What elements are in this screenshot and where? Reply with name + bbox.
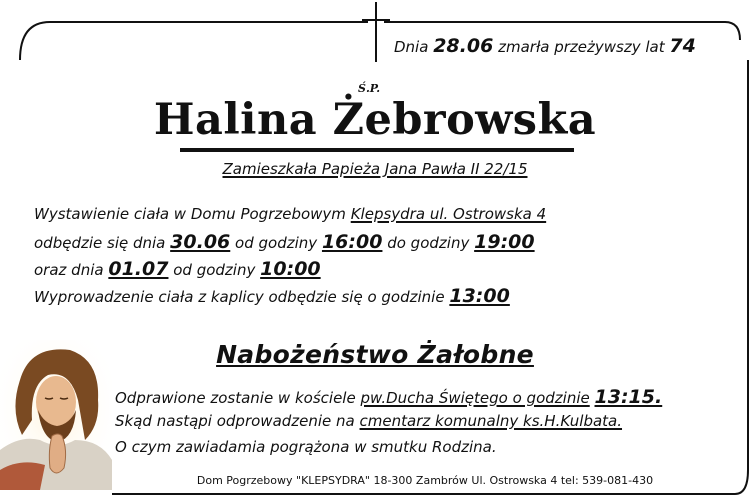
viewing-text-1: Wystawienie ciała w Domu Pogrzebowym bbox=[34, 205, 346, 223]
name-underline bbox=[180, 148, 574, 152]
viewing-text-2c: do godziny bbox=[387, 234, 470, 252]
viewing-from-1: 16:00 bbox=[321, 231, 383, 253]
death-date: 28.06 bbox=[433, 35, 494, 57]
praying-jesus-image bbox=[0, 340, 112, 490]
service-title-wrap bbox=[0, 340, 750, 369]
cross-icon bbox=[362, 2, 390, 62]
address: Zamieszkała Papieża Jana Pawła II 22/15 bbox=[222, 160, 528, 178]
viewing-line-3 bbox=[34, 258, 321, 280]
service-time: 13:15. bbox=[594, 386, 663, 408]
service-line-3 bbox=[115, 438, 497, 456]
age: 74 bbox=[669, 35, 696, 57]
header-middle: zmarła przeżywszy lat bbox=[498, 38, 665, 56]
service-line-2 bbox=[115, 412, 622, 430]
viewing-line-1 bbox=[34, 205, 546, 223]
viewing-text-2b: od godziny bbox=[235, 234, 318, 252]
viewing-line-2 bbox=[34, 231, 535, 253]
viewing-to-1: 19:00 bbox=[474, 231, 535, 253]
address-wrap bbox=[0, 160, 750, 178]
viewing-text-2a: odbędzie się dnia bbox=[34, 234, 166, 252]
viewing-date-1: 30.06 bbox=[170, 231, 231, 253]
viewing-text-3a: oraz dnia bbox=[34, 261, 104, 279]
service-line-1 bbox=[115, 386, 662, 408]
service-title: Nabożeństwo Żałobne bbox=[216, 340, 534, 369]
service-text-1: Odprawione zostanie w kościele bbox=[115, 389, 356, 407]
departure-time: 13:00 bbox=[449, 285, 510, 307]
footer: Dom Pogrzebowy "KLEPSYDRA" 18-300 Zambrów Ul. Ostrowska 4 tel: 539-081-430 bbox=[196, 474, 654, 487]
funeral-home-place: Klepsydra ul. Ostrowska 4 bbox=[350, 205, 547, 223]
viewing-from-2: 10:00 bbox=[260, 258, 321, 280]
service-text-3: O czym zawiadamia pogrążona w smutku Rodzina. bbox=[115, 438, 497, 456]
deceased-name: Halina Żebrowska bbox=[153, 95, 597, 145]
church: pw.Ducha Świętego o godzinie bbox=[360, 389, 590, 407]
sp-label: Ś.P. bbox=[358, 82, 381, 95]
death-notice-line bbox=[394, 35, 696, 57]
viewing-line-4 bbox=[34, 285, 510, 307]
header-prefix: Dnia bbox=[394, 38, 429, 56]
departure-text: Wyprowadzenie ciała z kaplicy odbędzie się o godzinie bbox=[34, 288, 445, 306]
service-text-2: Skąd nastąpi odprowadzenie na bbox=[115, 412, 355, 430]
viewing-text-3b: od godziny bbox=[173, 261, 256, 279]
cemetery: cmentarz komunalny ks.H.Kulbata. bbox=[359, 412, 623, 430]
viewing-date-2: 01.07 bbox=[108, 258, 169, 280]
